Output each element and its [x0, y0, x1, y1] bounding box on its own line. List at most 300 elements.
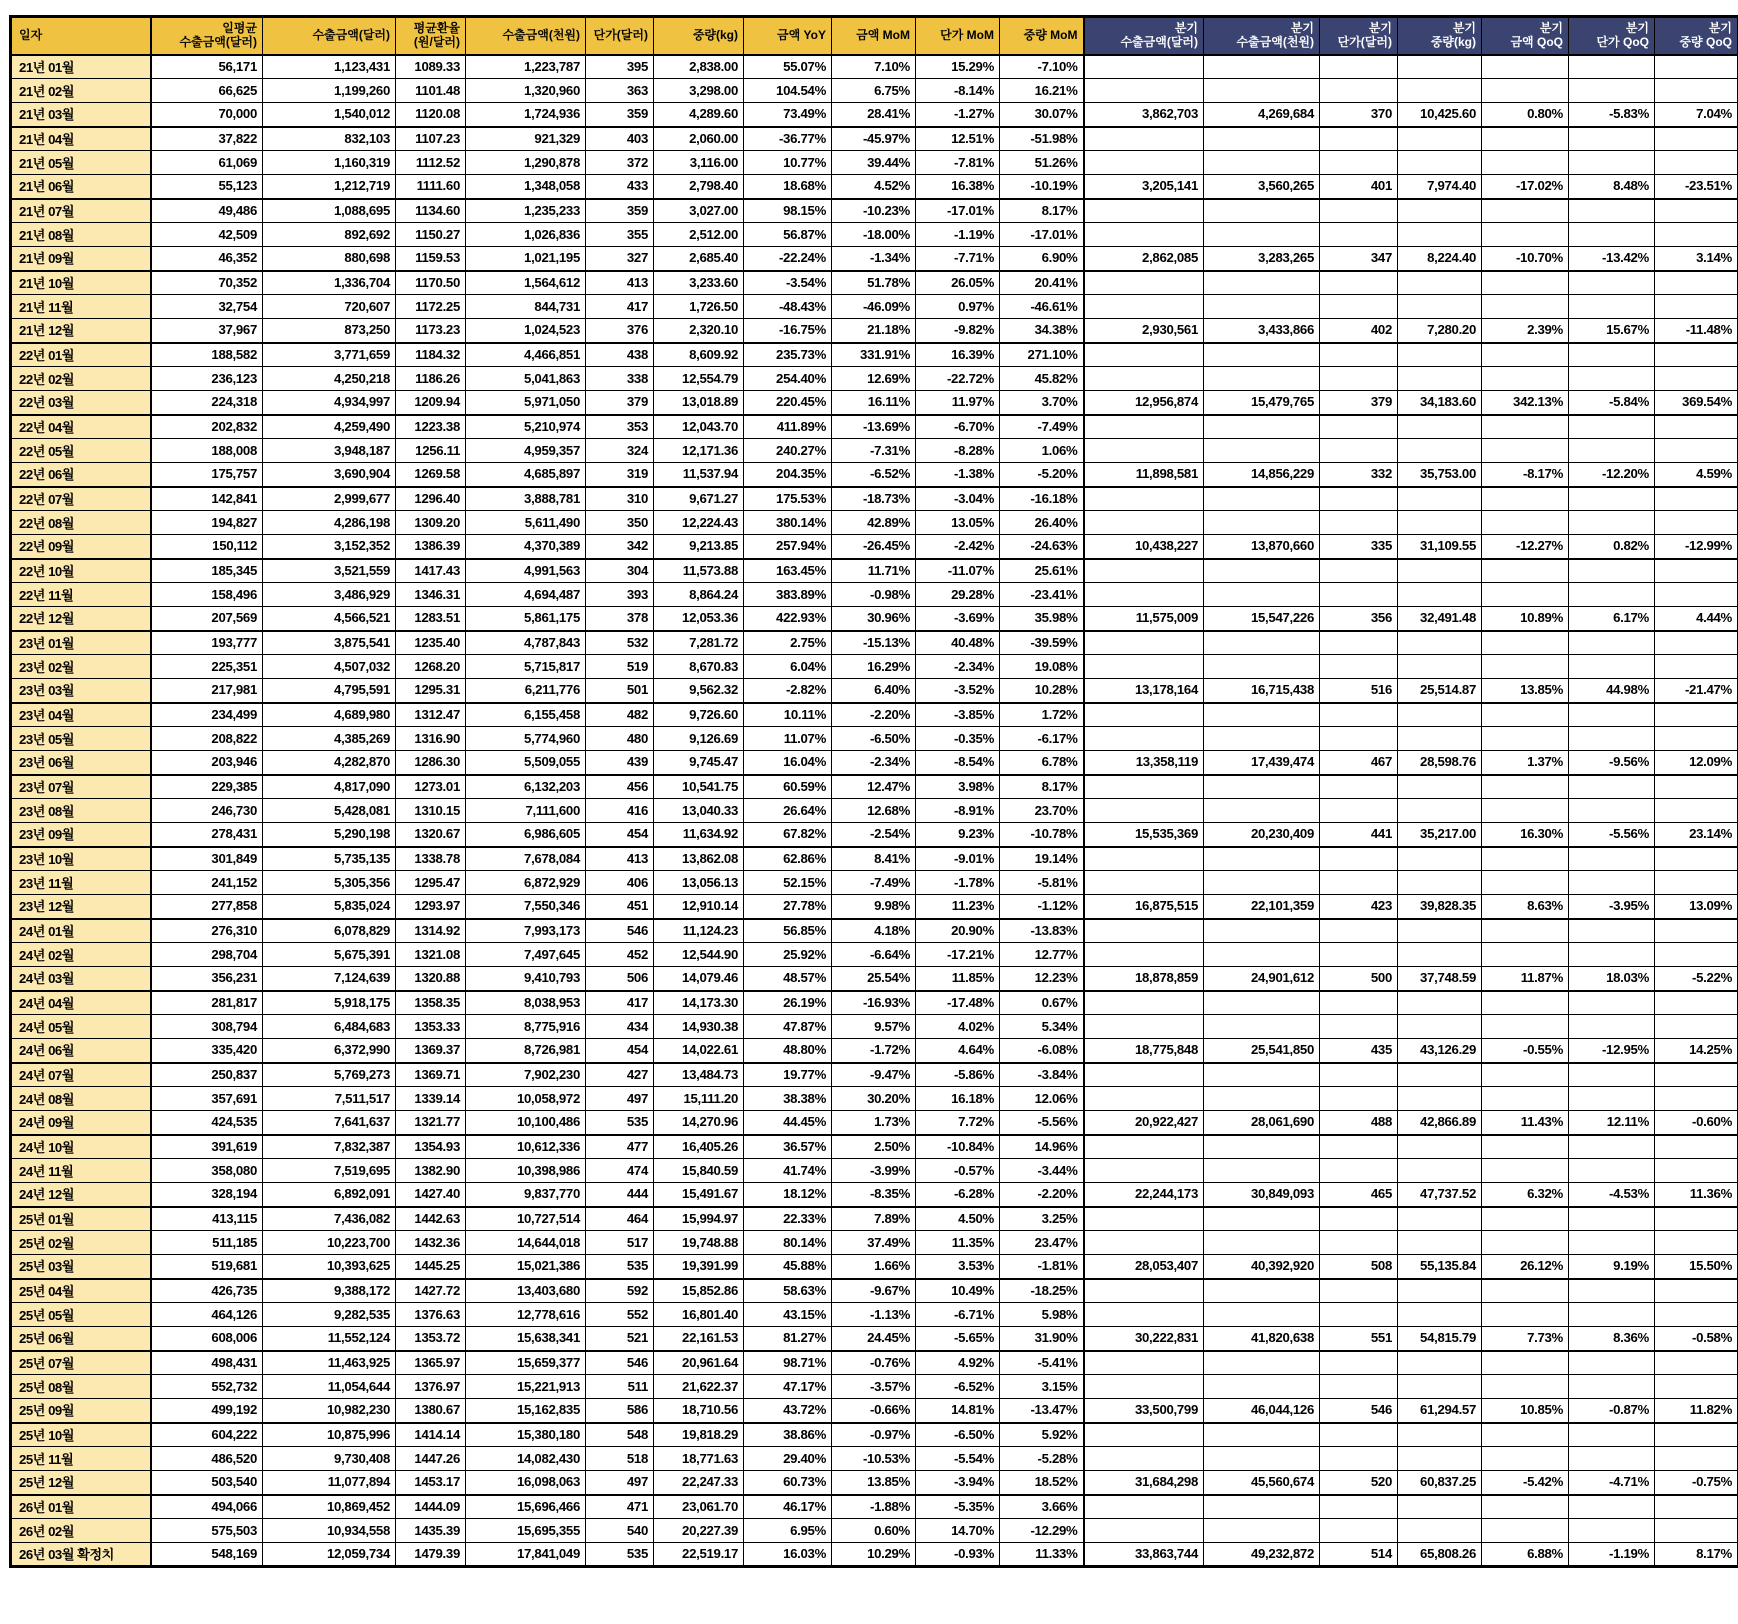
value-cell [1482, 871, 1569, 895]
value-cell: 6,155,458 [466, 703, 586, 727]
value-cell: 25,514.87 [1398, 679, 1482, 703]
value-cell: 240.27% [744, 439, 832, 463]
column-header-label: 단가(달러) [593, 28, 648, 43]
value-cell: -36.77% [744, 127, 832, 151]
value-cell: 6,132,203 [466, 775, 586, 799]
value-cell [1320, 1159, 1398, 1183]
value-cell: 15,638,341 [466, 1327, 586, 1351]
value-cell: 335,420 [151, 1039, 263, 1063]
value-cell: 380.14% [744, 511, 832, 535]
value-cell [1655, 1447, 1738, 1471]
value-cell [1398, 55, 1482, 79]
column-header-label: 수출금액(달러) [179, 35, 257, 50]
value-cell [1482, 1135, 1569, 1159]
value-cell: 1353.33 [396, 1015, 466, 1039]
date-cell: 26년 02월 [11, 1519, 151, 1543]
table-row [11, 871, 1738, 895]
value-cell [1569, 343, 1655, 367]
value-cell: 1358.35 [396, 991, 466, 1015]
value-cell: 456 [586, 775, 654, 799]
value-cell: 42,509 [151, 223, 263, 247]
value-cell [1320, 1495, 1398, 1519]
value-cell: 43,126.29 [1398, 1039, 1482, 1063]
value-cell: 37,822 [151, 127, 263, 151]
value-cell: 11,634.92 [654, 823, 744, 847]
table-row [11, 559, 1738, 583]
value-cell: 2,798.40 [654, 175, 744, 199]
value-cell: 44.98% [1569, 679, 1655, 703]
value-cell: 9,410,793 [466, 967, 586, 991]
table-row [11, 415, 1738, 439]
value-cell: -7.49% [832, 871, 916, 895]
value-cell [1569, 727, 1655, 751]
value-cell [1398, 199, 1482, 223]
value-cell [1084, 367, 1204, 391]
date-cell: 23년 04월 [11, 703, 151, 727]
value-cell: -16.75% [744, 319, 832, 343]
column-header-label: 수출금액(천원) [1236, 35, 1314, 50]
value-cell: -1.27% [916, 103, 1000, 127]
value-cell: 26.05% [916, 271, 1000, 295]
value-cell [1482, 991, 1569, 1015]
value-cell: 46,352 [151, 247, 263, 271]
value-cell: -3.52% [916, 679, 1000, 703]
value-cell: -1.88% [832, 1495, 916, 1519]
value-cell [1204, 271, 1320, 295]
value-cell: 39,828.35 [1398, 895, 1482, 919]
value-cell: 28.41% [832, 103, 916, 127]
date-cell: 23년 05월 [11, 727, 151, 751]
value-cell: 4.44% [1655, 607, 1738, 631]
value-cell [1569, 79, 1655, 103]
value-cell [1569, 367, 1655, 391]
value-cell: 13,056.13 [654, 871, 744, 895]
value-cell: 12.47% [832, 775, 916, 799]
column-header-label: 분기 [1539, 21, 1563, 36]
value-cell: 10.77% [744, 151, 832, 175]
value-cell [1398, 271, 1482, 295]
value-cell: 175,757 [151, 463, 263, 487]
value-cell: 5,735,135 [263, 847, 396, 871]
value-cell [1398, 1087, 1482, 1111]
date-cell: 25년 03월 [11, 1255, 151, 1279]
value-cell [1398, 1519, 1482, 1543]
value-cell: 188,008 [151, 439, 263, 463]
value-cell: 5,769,273 [263, 1063, 396, 1087]
value-cell [1204, 1279, 1320, 1303]
value-cell: 16.38% [916, 175, 1000, 199]
value-cell: -1.72% [832, 1039, 916, 1063]
value-cell [1482, 151, 1569, 175]
value-cell: 30.96% [832, 607, 916, 631]
value-cell [1084, 511, 1204, 535]
value-cell: 383.89% [744, 583, 832, 607]
value-cell: 1376.97 [396, 1375, 466, 1399]
value-cell: -1.19% [916, 223, 1000, 247]
value-cell [1398, 79, 1482, 103]
value-cell: 81.27% [744, 1327, 832, 1351]
value-cell: 27.78% [744, 895, 832, 919]
value-cell: -51.98% [1000, 127, 1084, 151]
table-row [11, 463, 1738, 487]
value-cell: 2,862,085 [1084, 247, 1204, 271]
value-cell: 31.90% [1000, 1327, 1084, 1351]
table-row [11, 919, 1738, 943]
column-header-label: 분기 [1452, 21, 1476, 36]
value-cell [1320, 223, 1398, 247]
value-cell [1204, 1447, 1320, 1471]
value-cell [1655, 943, 1738, 967]
value-cell [1320, 1303, 1398, 1327]
value-cell [1655, 919, 1738, 943]
column-header-5 [586, 17, 654, 55]
value-cell [1204, 1063, 1320, 1087]
value-cell: 25,541,850 [1204, 1039, 1320, 1063]
value-cell: 5,290,198 [263, 823, 396, 847]
value-cell: 5.92% [1000, 1423, 1084, 1447]
value-cell: 11.33% [1000, 1543, 1084, 1567]
value-cell: 1414.14 [396, 1423, 466, 1447]
value-cell: 4,259,490 [263, 415, 396, 439]
value-cell: 188,582 [151, 343, 263, 367]
date-cell: 22년 03월 [11, 391, 151, 415]
value-cell: -6.52% [832, 463, 916, 487]
value-cell: 142,841 [151, 487, 263, 511]
column-header-10 [1000, 17, 1084, 55]
value-cell: -13.69% [832, 415, 916, 439]
table-row [11, 1183, 1738, 1207]
value-cell [1655, 991, 1738, 1015]
date-cell: 22년 09월 [11, 535, 151, 559]
value-cell: 16,875,515 [1084, 895, 1204, 919]
table-row [11, 103, 1738, 127]
table-row [11, 631, 1738, 655]
value-cell: 5,675,391 [263, 943, 396, 967]
value-cell [1655, 559, 1738, 583]
value-cell: 4,289.60 [654, 103, 744, 127]
value-cell: 4,685,897 [466, 463, 586, 487]
value-cell [1482, 799, 1569, 823]
value-cell [1569, 1087, 1655, 1111]
value-cell: -48.43% [744, 295, 832, 319]
value-cell: 42,866.89 [1398, 1111, 1482, 1135]
value-cell: 14.70% [916, 1519, 1000, 1543]
value-cell: -45.97% [832, 127, 916, 151]
value-cell: 435 [1320, 1039, 1398, 1063]
value-cell [1204, 1015, 1320, 1039]
value-cell [1084, 223, 1204, 247]
column-header-label: 분기 [1368, 21, 1392, 36]
value-cell [1569, 655, 1655, 679]
value-cell: 6,484,683 [263, 1015, 396, 1039]
value-cell: -24.63% [1000, 535, 1084, 559]
value-cell: 0.60% [832, 1519, 916, 1543]
date-cell: 25년 08월 [11, 1375, 151, 1399]
value-cell: 250,837 [151, 1063, 263, 1087]
value-cell: 342.13% [1482, 391, 1569, 415]
column-header-3 [396, 17, 466, 55]
value-cell [1482, 127, 1569, 151]
value-cell [1569, 1063, 1655, 1087]
value-cell [1655, 367, 1738, 391]
value-cell: 31,684,298 [1084, 1471, 1204, 1495]
value-cell: 5,715,817 [466, 655, 586, 679]
value-cell [1320, 1447, 1398, 1471]
date-cell: 22년 05월 [11, 439, 151, 463]
column-header-label: 수출금액(달러) [1120, 35, 1198, 50]
value-cell: 1369.37 [396, 1039, 466, 1063]
value-cell: 7.10% [832, 55, 916, 79]
table-row [11, 175, 1738, 199]
value-cell: 1.73% [832, 1111, 916, 1135]
date-cell: 26년 03월 확정치 [11, 1543, 151, 1567]
value-cell: 22,161.53 [654, 1327, 744, 1351]
value-cell [1204, 703, 1320, 727]
value-cell [1655, 631, 1738, 655]
value-cell: -16.18% [1000, 487, 1084, 511]
value-cell: 20.41% [1000, 271, 1084, 295]
table-row [11, 487, 1738, 511]
value-cell: 16.30% [1482, 823, 1569, 847]
value-cell [1320, 295, 1398, 319]
value-cell: 1386.39 [396, 535, 466, 559]
table-row [11, 967, 1738, 991]
value-cell [1204, 583, 1320, 607]
value-cell: 18,710.56 [654, 1399, 744, 1423]
value-cell [1655, 487, 1738, 511]
value-cell [1655, 1087, 1738, 1111]
value-cell: 220.45% [744, 391, 832, 415]
value-cell: 31,109.55 [1398, 535, 1482, 559]
value-cell: 3,875,541 [263, 631, 396, 655]
value-cell: 56.85% [744, 919, 832, 943]
value-cell: 10,727,514 [466, 1207, 586, 1231]
value-cell: 28,061,690 [1204, 1111, 1320, 1135]
value-cell [1320, 439, 1398, 463]
value-cell: 301,849 [151, 847, 263, 871]
value-cell: 11.97% [916, 391, 1000, 415]
value-cell: 4.52% [832, 175, 916, 199]
value-cell: 892,692 [263, 223, 396, 247]
value-cell: -13.42% [1569, 247, 1655, 271]
value-cell [1398, 919, 1482, 943]
value-cell: 535 [586, 1543, 654, 1567]
value-cell: 7,974.40 [1398, 175, 1482, 199]
value-cell: 11.82% [1655, 1399, 1738, 1423]
value-cell: 3.66% [1000, 1495, 1084, 1519]
value-cell: 13.85% [832, 1471, 916, 1495]
value-cell: -0.97% [832, 1423, 916, 1447]
value-cell: 1442.63 [396, 1207, 466, 1231]
value-cell: 229,385 [151, 775, 263, 799]
value-cell [1398, 943, 1482, 967]
value-cell: 8,224.40 [1398, 247, 1482, 271]
value-cell: 17,439,474 [1204, 751, 1320, 775]
value-cell [1569, 1015, 1655, 1039]
value-cell: 11.07% [744, 727, 832, 751]
value-cell [1482, 1015, 1569, 1039]
value-cell: 23.70% [1000, 799, 1084, 823]
value-cell: 6,211,776 [466, 679, 586, 703]
value-cell: 444 [586, 1183, 654, 1207]
value-cell: -0.55% [1482, 1039, 1569, 1063]
value-cell: 5.98% [1000, 1303, 1084, 1327]
value-cell: 16.03% [744, 1543, 832, 1567]
value-cell: 451 [586, 895, 654, 919]
value-cell: 592 [586, 1279, 654, 1303]
value-cell: 454 [586, 1039, 654, 1063]
value-cell: 55.07% [744, 55, 832, 79]
value-cell [1482, 223, 1569, 247]
value-cell: 1,320,960 [466, 79, 586, 103]
value-cell: -5.54% [916, 1447, 1000, 1471]
value-cell [1398, 439, 1482, 463]
value-cell: 1376.63 [396, 1303, 466, 1327]
value-cell: 15,491.67 [654, 1183, 744, 1207]
value-cell: 48.80% [744, 1039, 832, 1063]
value-cell: -1.78% [916, 871, 1000, 895]
value-cell: 278,431 [151, 823, 263, 847]
column-header-label: 수출금액(달러) [312, 28, 390, 43]
value-cell [1320, 343, 1398, 367]
table-row [11, 799, 1738, 823]
value-cell: 51.26% [1000, 151, 1084, 175]
column-header-label: 금액 QoQ [1510, 35, 1563, 50]
value-cell: 4,286,198 [263, 511, 396, 535]
value-cell [1655, 199, 1738, 223]
value-cell: 10,982,230 [263, 1399, 396, 1423]
column-header-4 [466, 17, 586, 55]
value-cell: 497 [586, 1087, 654, 1111]
value-cell [1204, 343, 1320, 367]
value-cell: 8,038,953 [466, 991, 586, 1015]
value-cell [1398, 847, 1482, 871]
date-cell: 22년 11월 [11, 583, 151, 607]
value-cell: 608,006 [151, 1327, 263, 1351]
column-header-label: 평균환율 [413, 21, 460, 36]
value-cell [1569, 151, 1655, 175]
value-cell: 241,152 [151, 871, 263, 895]
value-cell [1482, 631, 1569, 655]
value-cell: -6.17% [1000, 727, 1084, 751]
value-cell: -1.19% [1569, 1543, 1655, 1567]
value-cell: 7,124,639 [263, 967, 396, 991]
value-cell: 1,223,787 [466, 55, 586, 79]
value-cell [1204, 1207, 1320, 1231]
date-cell: 23년 08월 [11, 799, 151, 823]
value-cell: -6.08% [1000, 1039, 1084, 1063]
date-cell: 22년 10월 [11, 559, 151, 583]
value-cell: 13,358,119 [1084, 751, 1204, 775]
value-cell: 379 [1320, 391, 1398, 415]
table-row [11, 1423, 1738, 1447]
column-header-label: (원/달러) [413, 35, 460, 50]
column-header-1 [151, 17, 263, 55]
date-cell: 21년 09월 [11, 247, 151, 271]
value-cell: 519 [586, 655, 654, 679]
value-cell: 1417.43 [396, 559, 466, 583]
value-cell: 10.11% [744, 703, 832, 727]
value-cell [1320, 1135, 1398, 1159]
value-cell: 5,428,081 [263, 799, 396, 823]
date-cell: 22년 01월 [11, 343, 151, 367]
value-cell: -39.59% [1000, 631, 1084, 655]
value-cell: -10.78% [1000, 823, 1084, 847]
value-cell: 3.70% [1000, 391, 1084, 415]
value-cell: 1295.31 [396, 679, 466, 703]
value-cell: 203,946 [151, 751, 263, 775]
value-cell [1655, 271, 1738, 295]
value-cell [1655, 415, 1738, 439]
date-cell: 21년 04월 [11, 127, 151, 151]
value-cell: 1223.38 [396, 415, 466, 439]
value-cell: 411.89% [744, 415, 832, 439]
value-cell [1320, 1351, 1398, 1375]
value-cell [1482, 415, 1569, 439]
table-row [11, 1399, 1738, 1423]
value-cell [1084, 991, 1204, 1015]
value-cell: 11,552,124 [263, 1327, 396, 1351]
value-cell: -15.13% [832, 631, 916, 655]
value-cell: 13,862.08 [654, 847, 744, 871]
value-cell [1482, 727, 1569, 751]
value-cell: 30.07% [1000, 103, 1084, 127]
value-cell: -7.10% [1000, 55, 1084, 79]
value-cell: 403 [586, 127, 654, 151]
value-cell: 10,438,227 [1084, 535, 1204, 559]
value-cell: 11,054,644 [263, 1375, 396, 1399]
value-cell: 1,564,612 [466, 271, 586, 295]
value-cell: 9,745.47 [654, 751, 744, 775]
value-cell: 1235.40 [396, 631, 466, 655]
value-cell: -8.35% [832, 1183, 916, 1207]
value-cell: 1382.90 [396, 1159, 466, 1183]
date-cell: 24년 02월 [11, 943, 151, 967]
value-cell: 37,748.59 [1398, 967, 1482, 991]
value-cell: 11,898,581 [1084, 463, 1204, 487]
value-cell [1084, 1519, 1204, 1543]
value-cell [1084, 1231, 1204, 1255]
value-cell: 11.43% [1482, 1111, 1569, 1135]
table-row [11, 1447, 1738, 1471]
value-cell: -5.56% [1569, 823, 1655, 847]
value-cell: 1120.08 [396, 103, 466, 127]
value-cell: 10,612,336 [466, 1135, 586, 1159]
table-row [11, 1495, 1738, 1519]
column-header-label: 금액 YoY [777, 28, 826, 43]
value-cell: 10.85% [1482, 1399, 1569, 1423]
value-cell: 98.15% [744, 199, 832, 223]
value-cell: 6.78% [1000, 751, 1084, 775]
value-cell: 356 [1320, 607, 1398, 631]
table-row [11, 1303, 1738, 1327]
value-cell: 73.49% [744, 103, 832, 127]
value-cell: 6,892,091 [263, 1183, 396, 1207]
table-row [11, 775, 1738, 799]
value-cell: 1089.33 [396, 55, 466, 79]
value-cell: 13,018.89 [654, 391, 744, 415]
value-cell [1569, 1351, 1655, 1375]
table-header [11, 17, 1738, 55]
value-cell: 6.90% [1000, 247, 1084, 271]
value-cell: 15,852.86 [654, 1279, 744, 1303]
value-cell: 1427.72 [396, 1279, 466, 1303]
date-cell: 24년 03월 [11, 967, 151, 991]
value-cell: 9,671.27 [654, 487, 744, 511]
value-cell: 1209.94 [396, 391, 466, 415]
value-cell: 217,981 [151, 679, 263, 703]
value-cell: 16.21% [1000, 79, 1084, 103]
